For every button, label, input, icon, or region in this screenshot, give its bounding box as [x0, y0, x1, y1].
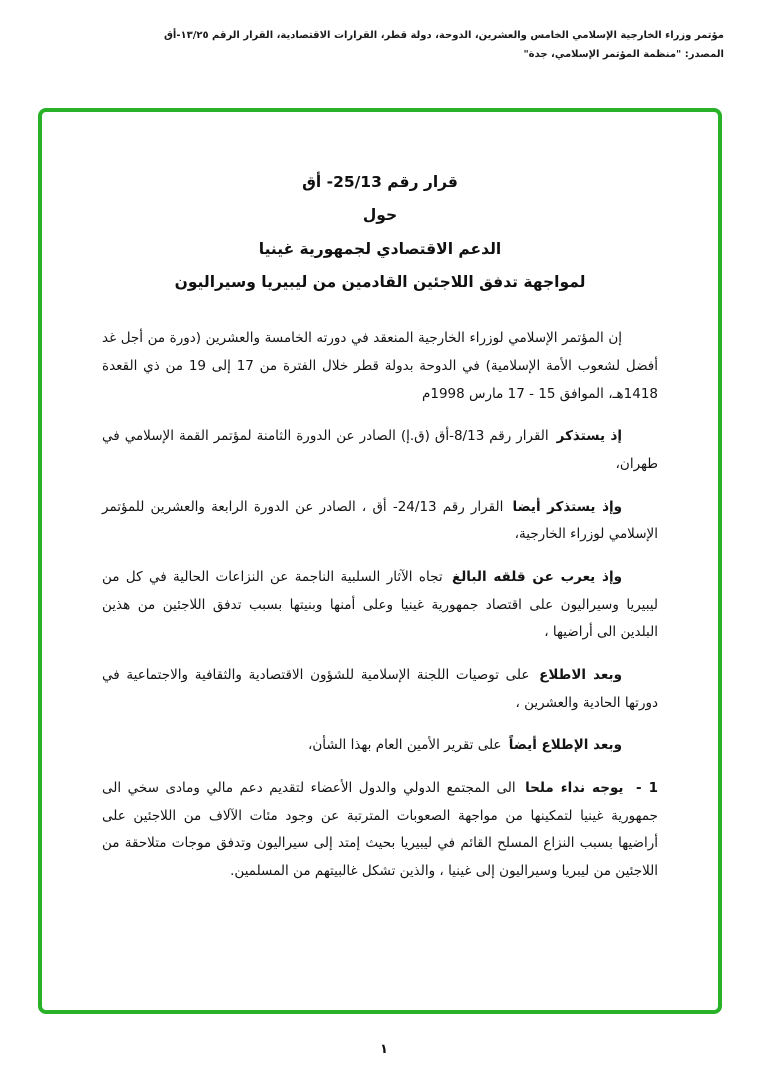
page-number: ١ [380, 1042, 388, 1057]
paragraph-lead: وبعد الإطلاع أيضاً [508, 737, 622, 754]
paragraph-text: الى المجتمع الدولي والدول الأعضاء لتقديم دعم مالي ومادى سخي الى جمهورية غينيا لتمكينها من مواجهة الصعوبات المترتبة عن وجود مئات الآلاف من اللاجئين على أراضيها بسبب النزاع المسلح القائم في ليبيريا بحيث إمتد إلى سيراليون وتدفق موجات متلاحقة من اللاجئين من ليبريا وسيراليون إلى غينيا ، والذين تشكل غالبيتهم من المسلمين. [102, 779, 658, 879]
header-line-1: مؤتمر وزراء الخارجية الإسلامي الخامس والعشرين، الدوحة، دولة قطر، القرارات الاقتصادية، القرار الرقم ١٣/٢٥-أق [163, 30, 724, 41]
bibliographic-header [40, 26, 724, 64]
recalling-paragraph [102, 423, 658, 478]
clause-number: 1 - [636, 779, 658, 796]
paragraph-text: إن المؤتمر الإسلامي لوزراء الخارجية المنعقد في دورته الخامسة والعشرين (دورة من أجل غد أفضل لشعوب الأمة الإسلامية) في الدوحة بدولة قطر خلال الفترة من 17 إلى 19 من ذي القعدة 1418هـ، الموافق 15 - 17 مارس 1998م [102, 330, 658, 402]
paragraph-text: القرار رقم 24/13- أق ، الصادر عن الدورة الرابعة والعشرين للمؤتمر الإسلامي لوزراء الخارجية، [102, 498, 658, 543]
preamble-paragraph [102, 325, 658, 408]
title-line-subject: الدعم الاقتصادي لجمهورية غينيا [258, 239, 502, 258]
document-content [42, 112, 718, 896]
operative-clause-1 [102, 775, 658, 886]
paragraph-text: على توصيات اللجنة الإسلامية للشؤون الاقتصادية والثقافية والاجتماعية في دورتها الحادية والعشرين ، [102, 666, 658, 711]
paragraph-lead: وإذ يستذكر أيضا [512, 498, 623, 515]
paragraph-lead: وإذ يعرب عن قلقه البالغ [452, 568, 623, 585]
paragraph-lead: وبعد الاطلاع [539, 666, 622, 683]
paragraph-text: القرار رقم 8/13-أق (ق.إ) الصادر عن الدورة الثامنة لمؤتمر القمة الإسلامي في طهران، [102, 428, 658, 472]
recalling-also-paragraph [102, 494, 658, 549]
title-line-about: حول [362, 206, 398, 225]
paragraph-text: تجاه الآثار السلبية الناجمة عن النزاعات الحالية في كل من ليبيريا وسيراليون على اقتصاد جمهورية غينيا وعلى أمنها وبنيتها بسبب تدفق اللاجئين من هذين البلدين الى أراضيها ، [102, 568, 658, 641]
title-line-subject-2: لمواجهة تدفق اللاجئين القادمين من ليبيريا وسيراليون [174, 272, 586, 291]
having-reviewed-also-paragraph [102, 732, 658, 760]
title-line-number: قرار رقم 25/13- أق [302, 173, 458, 191]
having-reviewed-paragraph [102, 662, 658, 717]
concern-paragraph [102, 564, 658, 647]
document-frame [38, 108, 722, 1014]
paragraph-text: على تقرير الأمين العام بهذا الشأن، [308, 737, 502, 754]
paragraph-lead: يوجه نداء ملحا [525, 779, 624, 796]
header-line-2: المصدر: "منظمة المؤتمر الإسلامي، جدة" [523, 49, 724, 60]
paragraph-lead: إذ يستذكر [556, 428, 622, 445]
resolution-title [102, 166, 658, 299]
